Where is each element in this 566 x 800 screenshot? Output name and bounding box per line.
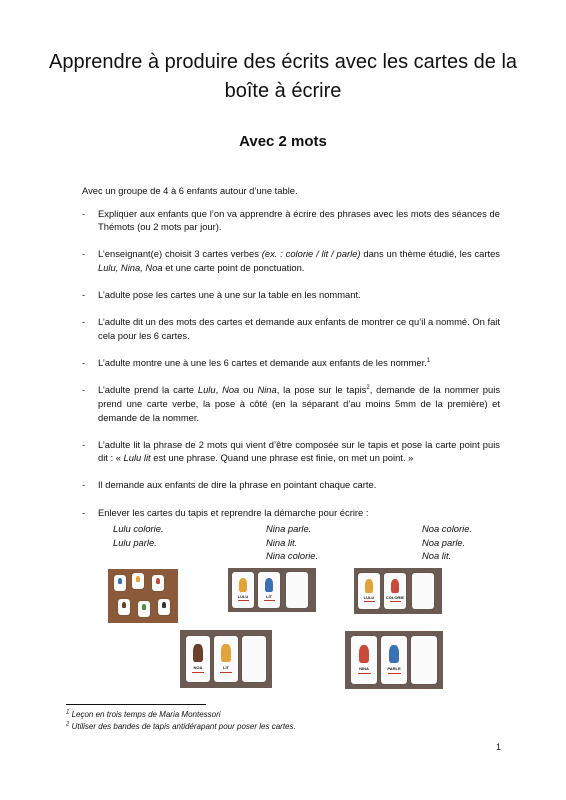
examples-nina <box>266 522 318 563</box>
word-card-lulu: LULU <box>358 573 380 609</box>
word-card-nina: NINA <box>351 636 377 684</box>
word-card-parle: PARLE <box>381 636 407 684</box>
bullet-dash: - <box>82 207 86 219</box>
steps-list <box>82 207 500 520</box>
step-8: - Il demande aux enfants de dire la phrase en pointant chaque carte. <box>82 479 377 491</box>
word-card-lulu: LULU <box>232 572 254 608</box>
example-sentence: Nina colorie. <box>266 550 319 562</box>
footnote-1: $^1$ Leçon en trois temps de Maria Montessori <box>66 709 221 719</box>
bullet-dash: - <box>82 248 86 260</box>
word-card <box>118 599 130 615</box>
step-7: - L’adulte lit la phrase de 2 mots qui vient d’être composée sur le tapis et pose la carte point puis dit : « Lulu lit est une phrase. Quand une phrase est finie, on met un point. » <box>82 438 500 464</box>
word-card <box>152 575 164 591</box>
body-text <box>82 184 500 533</box>
word-card <box>158 599 170 615</box>
photo-lulu-lit <box>228 568 316 612</box>
example-sentence: Noa parle. <box>422 536 466 548</box>
step-1: - Expliquer aux enfants que l’on va apprendre à écrire des phrases avec les mots des séances de Thémots (ou 2 mots par jour). <box>82 207 500 233</box>
word-card-noa: NOA <box>186 636 210 682</box>
photo-noa-lit <box>180 630 272 688</box>
example-sentence: Lulu colorie. <box>113 523 164 534</box>
step-5: - L’adulte montre une à une les 6 cartes et demande aux enfants de les nommer.$^1$ <box>82 357 431 369</box>
example-sentence: Noa colorie. <box>422 523 473 534</box>
footnote-separator <box>66 704 206 705</box>
page-title: Apprendre à produire des écrits avec les cartes de la boîte à écrire <box>48 51 518 102</box>
intro-paragraph: Avec un groupe de 4 à 6 enfants autour d’une table. <box>82 185 298 196</box>
bullet-dash: - <box>82 289 86 301</box>
photo-lulu-colorie <box>354 568 442 614</box>
page-number: 1 <box>496 742 502 752</box>
blank-card <box>411 636 437 684</box>
footnotes <box>66 709 296 733</box>
word-card-colorie: COLORIE <box>384 573 406 609</box>
footnote-ref[interactable]: 1 <box>426 358 431 364</box>
word-card <box>138 601 150 617</box>
word-card-lit: LIT <box>214 636 238 682</box>
blank-card <box>412 573 434 609</box>
bullet-dash: - <box>82 438 86 450</box>
example-sentence: Lulu parle. <box>113 536 157 548</box>
word-card-lit: LIT <box>258 572 280 608</box>
step-6: - L’adulte prend la carte Lulu, Noa ou Nina, la pose sur le tapis$^2$, demande de la nommer puis prend une carte verbe, la pose à côté (en la séparant d’au moins 5mm de la première) et demande de la nommer. <box>82 384 501 423</box>
word-card <box>132 573 144 589</box>
example-sentence: Nina parle. <box>266 523 312 534</box>
footnote-2: $^2$ Utiliser des bandes de tapis antidérapant pour poser les cartes. <box>66 721 296 731</box>
step-2: - L’enseignant(e) choisit 3 cartes verbes (ex. : colorie / lit / parle) dans un thème étudié, les cartes Lulu, Nina, Noa et une carte point de ponctuation. <box>82 248 500 273</box>
example-sentence: Nina lit. <box>266 536 298 548</box>
bullet-dash: - <box>82 506 86 518</box>
page-subtitle: Avec 2 mots <box>239 133 327 150</box>
examples-noa <box>422 522 472 563</box>
blank-card <box>286 572 308 608</box>
examples-lulu <box>113 522 164 549</box>
blank-card <box>242 636 266 682</box>
bullet-dash: - <box>82 357 86 369</box>
word-card <box>114 575 126 591</box>
photo-nina-parle <box>345 631 443 689</box>
bullet-dash: - <box>82 479 86 491</box>
step-3: - L’adulte pose les cartes une à une sur la table en les nommant. <box>82 289 361 301</box>
example-sentence: Noa lit. <box>422 550 452 562</box>
bullet-dash: - <box>82 316 86 328</box>
photo-cards-on-table <box>108 569 178 623</box>
bullet-dash: - <box>82 384 86 396</box>
footnote-ref[interactable]: 2 <box>366 385 370 392</box>
step-4: - L’adulte dit un des mots des cartes et demande aux enfants de montrer ce qu’il a nommé. On fait cela pour les 6 cartes. <box>82 316 500 341</box>
step-9: - Enlever les cartes du tapis et reprendre la démarche pour écrire : <box>82 506 369 518</box>
